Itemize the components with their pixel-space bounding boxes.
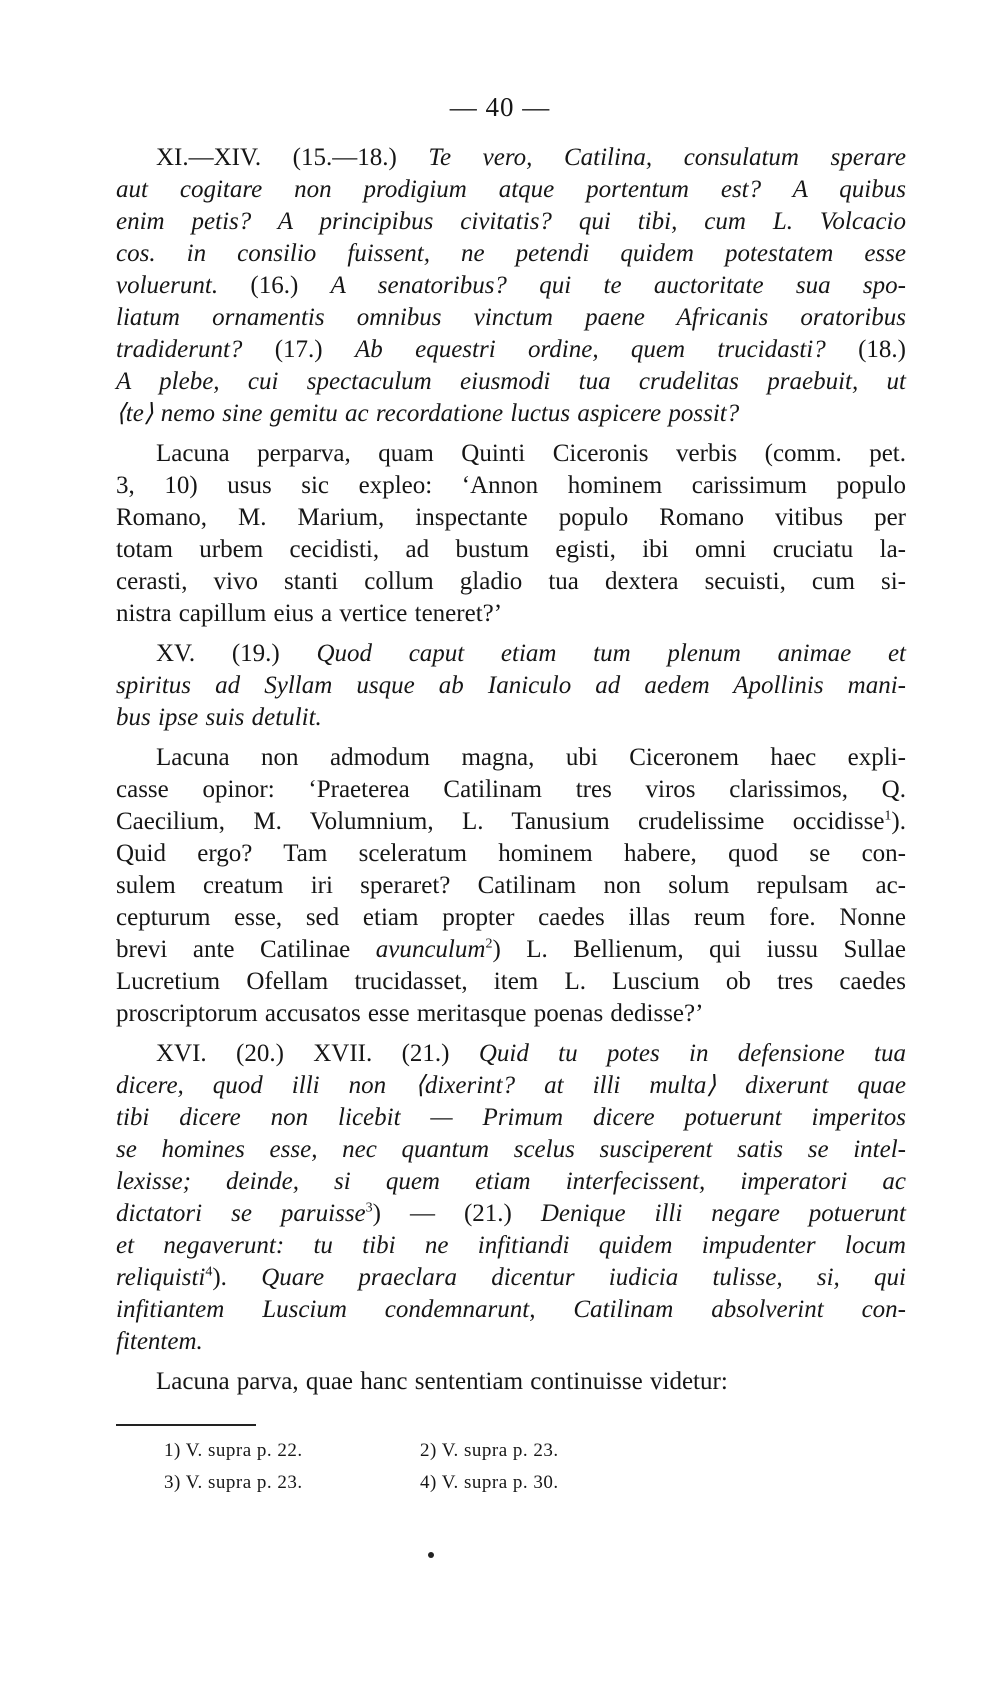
text-segment: dicere, quod illi non ⟨dixerint? at illi multa⟩ dixerunt quae	[116, 1072, 906, 1099]
text-line	[116, 1230, 906, 1262]
text-segment: cerasti, vivo stanti collum gladio tua dextera secuisti, cum si-	[116, 568, 906, 595]
text-line	[116, 934, 906, 966]
footnote-mark: 3)	[164, 1472, 181, 1493]
footnote-mark: 1)	[164, 1440, 181, 1461]
text-segment: aut cogitare non prodigium atque portentum est? A quibus	[116, 176, 906, 203]
text-segment: Romano, M. Marium, inspectante populo Romano vitibus per	[116, 504, 906, 531]
text-segment: cos. in consilio fuissent, ne petendi quidem potestatem esse	[116, 240, 906, 267]
text-segment: proscriptorum accusatos esse meritasque poenas dedisse?’	[116, 1000, 704, 1027]
footnote-4	[420, 1472, 559, 1494]
text-segment: Quid tu potes in defensione tua	[478, 1040, 906, 1067]
text-segment: Te vero, Catilina, consulatum sperare	[428, 144, 906, 171]
text-line	[116, 598, 906, 630]
text-line	[116, 902, 906, 934]
text-line	[116, 838, 906, 870]
text-segment: Quod caput etiam tum plenum animae et	[316, 640, 906, 667]
footnote-rule	[116, 1424, 256, 1426]
footnote-mark: 4)	[420, 1472, 437, 1493]
text-segment: cepturum esse, sed etiam propter caedes illas reum fore. Nonne	[116, 904, 906, 931]
text-segment: dictatori se paruisse	[116, 1200, 366, 1227]
text-line	[116, 870, 906, 902]
text-segment: casse opinor: ‘Praeterea Catilinam tres viros clarissimos, Q.	[116, 776, 906, 803]
text-segment: spiritus ad Syllam usque ab Ianiculo ad aedem Apollinis mani-	[116, 672, 906, 699]
text-line	[116, 366, 906, 398]
footnote-reference: 2	[485, 936, 493, 952]
text-segment: (18.)	[858, 336, 906, 363]
text-line	[156, 1038, 906, 1070]
text-line	[116, 398, 906, 430]
text-segment: Lucretium Ofellam trucidasset, item L. Luscium ob tres caedes	[116, 968, 906, 995]
text-line	[116, 1102, 906, 1134]
text-line	[116, 238, 906, 270]
text-line	[116, 1070, 906, 1102]
footnote-reference: 1	[884, 808, 892, 824]
text-line	[116, 998, 906, 1030]
text-segment: A senatoribus? qui te auctoritate sua spo-	[330, 272, 906, 299]
footnote-text: V. supra p. 23.	[185, 1472, 303, 1493]
footnote-1	[164, 1440, 303, 1462]
footnote-2	[420, 1440, 559, 1462]
text-segment: (17.)	[274, 336, 355, 363]
text-segment: lexisse; deinde, si quem etiam interfecissent, imperatori ac	[116, 1168, 906, 1195]
text-line	[116, 1166, 906, 1198]
text-segment: voluerunt.	[116, 272, 251, 299]
text-line	[156, 742, 906, 774]
text-segment: Lacuna parva, quae hanc sententiam continuisse videtur:	[156, 1368, 728, 1395]
text-segment: se homines esse, nec quantum scelus susciperent satis se intel-	[116, 1136, 906, 1163]
text-segment: brevi ante Catilinae	[116, 936, 376, 963]
text-segment: XI.—XIV. (15.—18.)	[156, 144, 429, 171]
text-line	[116, 302, 906, 334]
text-segment: sulem creatum iri speraret? Catilinam non solum repulsam ac-	[116, 872, 906, 899]
text-segment: tibi dicere non licebit — Primum dicere potuerunt imperitos	[116, 1104, 906, 1131]
text-segment: liatum ornamentis omnibus vinctum paene Africanis oratoribus	[116, 304, 906, 331]
text-line	[116, 1198, 906, 1230]
text-segment: A plebe, cui spectaculum eiusmodi tua crudelitas praebuit, ut	[116, 368, 906, 395]
text-segment: 3, 10) usus sic expleo: ‘Annon hominem carissimum populo	[116, 472, 906, 499]
text-line	[116, 334, 906, 366]
text-segment: bus ipse suis detulit.	[116, 704, 322, 731]
text-line	[156, 1366, 906, 1398]
text-segment: ) L. Bellienum, qui iussu Sullae	[492, 936, 906, 963]
text-line	[116, 1262, 906, 1294]
footnote-3	[164, 1472, 303, 1494]
text-segment: et negaverunt: tu tibi ne infitiandi quidem impudenter locum	[116, 1232, 906, 1259]
text-line	[116, 966, 906, 998]
text-segment: Ab equestri ordine, quem trucidasti?	[354, 336, 859, 363]
text-line	[116, 470, 906, 502]
text-line	[116, 1326, 906, 1358]
text-segment: reliquisti	[116, 1264, 206, 1291]
footnote-reference: 3	[365, 1200, 373, 1216]
text-line	[116, 534, 906, 566]
text-line	[156, 142, 906, 174]
text-segment: Lacuna perparva, quam Quinti Ciceronis verbis (comm. pet.	[156, 440, 906, 467]
text-segment: Caecilium, M. Volumnium, L. Tanusium crudelissime occidisse	[116, 808, 885, 835]
text-segment: Lacuna non admodum magna, ubi Ciceronem haec expli-	[156, 744, 906, 771]
text-segment: avunculum	[375, 936, 486, 963]
text-segment: Quare praeclara dicentur iudicia tulisse, si, qui	[261, 1264, 906, 1291]
text-segment: Quid ergo? Tam sceleratum hominem habere, quod se con-	[116, 840, 906, 867]
text-line	[116, 774, 906, 806]
text-segment: ).	[212, 1264, 262, 1291]
text-segment: nistra capillum eius a vertice teneret?’	[116, 600, 503, 627]
footnote-reference: 4	[205, 1264, 213, 1280]
text-segment: infitiantem Luscium condemnarunt, Catilinam absolverint con-	[116, 1296, 906, 1323]
footnote-text: V. supra p. 23.	[441, 1440, 559, 1461]
page-number: — 40 —	[449, 92, 551, 122]
text-segment: ⟨te⟩ nemo sine gemitu ac recordatione luctus aspicere possit?	[116, 400, 740, 427]
text-line	[156, 438, 906, 470]
footnote-text: V. supra p. 30.	[441, 1472, 559, 1493]
text-line	[116, 502, 906, 534]
text-line	[116, 670, 906, 702]
text-line	[116, 174, 906, 206]
text-line	[116, 566, 906, 598]
text-line	[116, 1294, 906, 1326]
text-line	[116, 270, 906, 302]
text-line	[116, 702, 906, 734]
text-segment: totam urbem cecidisti, ad bustum egisti, ibi omni cruciatu la-	[116, 536, 906, 563]
text-line	[116, 806, 906, 838]
text-line	[116, 206, 906, 238]
text-segment: XV. (19.)	[156, 640, 317, 667]
text-segment: tradiderunt?	[116, 336, 275, 363]
text-line	[156, 638, 906, 670]
text-line	[116, 1134, 906, 1166]
footnote-text: V. supra p. 22.	[185, 1440, 303, 1461]
text-segment: ).	[891, 808, 906, 835]
footnote-mark: 2)	[420, 1440, 437, 1461]
text-segment: Denique illi negare potuerunt	[540, 1200, 906, 1227]
text-segment: fitentem.	[116, 1328, 203, 1355]
text-segment: enim petis? A principibus civitatis? qui tibi, cum L. Volcacio	[116, 208, 906, 235]
text-segment: ) — (21.)	[372, 1200, 541, 1227]
page-dot-mark	[428, 1552, 434, 1558]
text-segment: XVI. (20.) XVII. (21.)	[156, 1040, 479, 1067]
text-segment: (16.)	[250, 272, 331, 299]
